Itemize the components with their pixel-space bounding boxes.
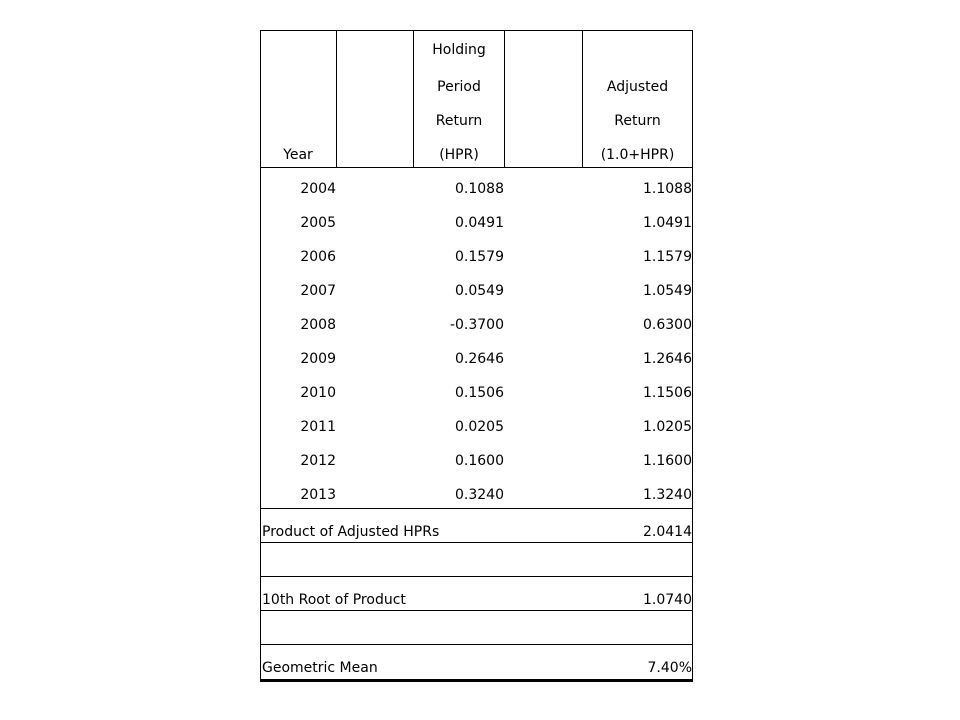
root-value: 1.0740 — [643, 592, 692, 608]
header-hpr-line: Holding — [432, 42, 486, 58]
table-right-border — [692, 30, 693, 682]
hpr-cell: 0.1506 — [455, 385, 504, 401]
adjusted-return-cell: 1.3240 — [643, 487, 692, 503]
year-cell: 2013 — [300, 487, 336, 503]
header-hpr-line: Period — [437, 79, 481, 95]
hpr-cell: 0.1600 — [455, 453, 504, 469]
header-adjusted-line: Return — [614, 113, 661, 129]
header-divider — [504, 30, 505, 167]
year-cell: 2005 — [300, 215, 336, 231]
header-adjusted-line: Adjusted — [606, 79, 669, 95]
adjusted-return-cell: 1.1088 — [643, 181, 692, 197]
adjusted-return-cell: 1.1506 — [643, 385, 692, 401]
hpr-cell: 0.1088 — [455, 181, 504, 197]
header-hpr-line: (HPR) — [439, 147, 479, 163]
root-label: 10th Root of Product — [262, 592, 406, 608]
hpr-cell: 0.2646 — [455, 351, 504, 367]
adjusted-return-cell: 1.0205 — [643, 419, 692, 435]
year-cell: 2010 — [300, 385, 336, 401]
year-cell: 2008 — [300, 317, 336, 333]
product-value: 2.0414 — [643, 524, 692, 540]
hpr-cell: 0.3240 — [455, 487, 504, 503]
summary-separator — [260, 576, 693, 577]
header-adjusted-line: (1.0+HPR) — [600, 147, 675, 163]
year-cell: 2012 — [300, 453, 336, 469]
adjusted-return-cell: 1.0491 — [643, 215, 692, 231]
table-top-border — [260, 30, 693, 31]
data-bottom-border — [260, 508, 693, 509]
adjusted-return-cell: 0.6300 — [643, 317, 692, 333]
adjusted-return-cell: 1.2646 — [643, 351, 692, 367]
hpr-cell: 0.0205 — [455, 419, 504, 435]
year-cell: 2006 — [300, 249, 336, 265]
header-divider — [336, 30, 337, 167]
adjusted-return-cell: 1.1600 — [643, 453, 692, 469]
year-cell: 2004 — [300, 181, 336, 197]
product-label: Product of Adjusted HPRs — [262, 524, 440, 540]
summary-separator — [260, 542, 693, 543]
hpr-cell: -0.3700 — [449, 317, 504, 333]
adjusted-return-cell: 1.0549 — [643, 283, 692, 299]
year-cell: 2009 — [300, 351, 336, 367]
table-bottom-border — [260, 679, 693, 682]
summary-separator — [260, 610, 693, 611]
summary-separator — [260, 644, 693, 645]
year-cell: 2011 — [300, 419, 336, 435]
hpr-cell: 0.1579 — [455, 249, 504, 265]
header-year: Year — [283, 147, 313, 163]
hpr-table — [260, 30, 693, 682]
geometric-mean-label: Geometric Mean — [262, 660, 378, 676]
hpr-cell: 0.0491 — [455, 215, 504, 231]
adjusted-return-cell: 1.1579 — [643, 249, 692, 265]
hpr-cell: 0.0549 — [455, 283, 504, 299]
header-hpr-line: Return — [435, 113, 483, 129]
year-cell: 2007 — [300, 283, 336, 299]
header-bottom-border — [260, 167, 693, 168]
geometric-mean-value: 7.40% — [647, 660, 692, 676]
